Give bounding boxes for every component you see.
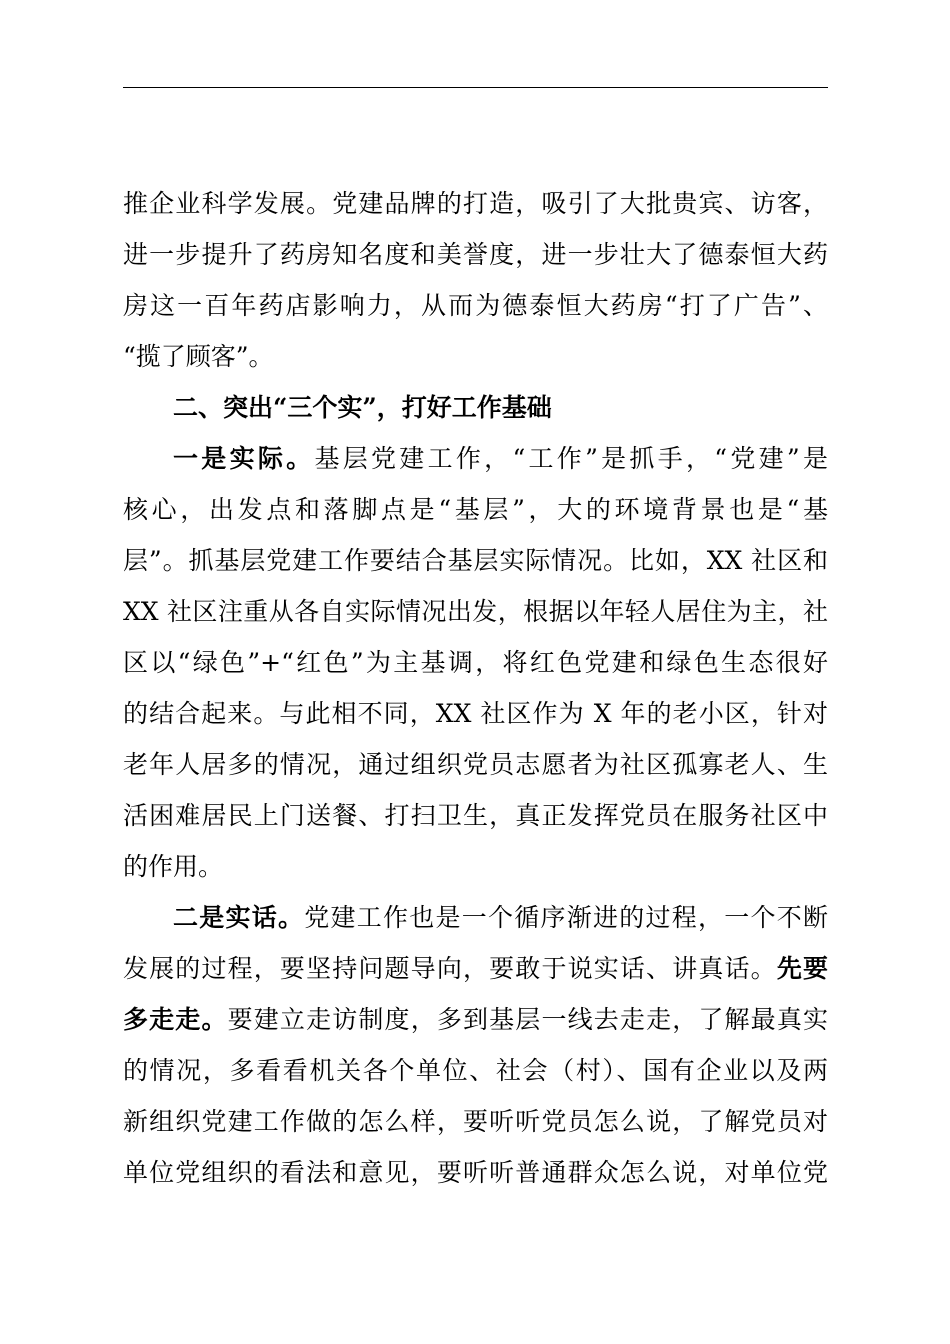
paragraph-line: 老年人居多的情况，通过组织党员志愿者为社区孤寡老人、生 xyxy=(123,750,828,779)
paragraph-line xyxy=(123,994,828,1045)
paragraph-line: 进一步提升了药房知名度和美誉度，进一步壮大了德泰恒大药 xyxy=(123,240,828,269)
paragraph-line: XX 社区注重从各自实际情况出发，根据以年轻人居住为主，社 xyxy=(123,597,828,626)
section-heading: 二、突出“三个实”，打好工作基础 xyxy=(173,393,552,422)
line-text: 发展的过程，要坚持问题导向，要敢于说实话、讲真话。 xyxy=(123,954,777,983)
document-body xyxy=(123,178,828,1198)
paragraph-line xyxy=(123,943,828,994)
paragraph-2 xyxy=(123,433,828,892)
paragraph-line: 区以“绿色”+“红色”为主基调，将红色党建和绿色生态很好 xyxy=(123,648,828,677)
paragraph-line: 房这一百年药店影响力，从而为德泰恒大药房“打了广告”、 xyxy=(123,291,828,320)
line-text: 要建立走访制度，多到基层一线去走走，了解最真实 xyxy=(227,1005,828,1034)
paragraph-line: 新组织党建工作做的怎么样，要听听党员怎么说，了解党员对 xyxy=(123,1107,828,1136)
paragraph-line: 推企业科学发展。党建品牌的打造，吸引了大批贵宾、访客， xyxy=(123,189,828,218)
paragraph-line: 的结合起来。与此相不同，XX 社区作为 X 年的老小区，针对 xyxy=(123,699,828,728)
line-text: 党建工作也是一个循序渐进的过程，一个不断 xyxy=(304,903,828,932)
lead-phrase: 二是实话。 xyxy=(173,903,305,932)
paragraph-line: 核心，出发点和落脚点是“基层”，大的环境背景也是“基 xyxy=(123,495,828,524)
paragraph-line xyxy=(123,892,828,943)
header-rule xyxy=(123,87,828,88)
paragraph-line: 的作用。 xyxy=(123,852,224,881)
paragraph-line: “揽了顾客”。 xyxy=(123,342,274,371)
paragraph-line: 的情况，多看看机关各个单位、社会（村）、国有企业以及两 xyxy=(123,1056,828,1085)
paragraph-1 xyxy=(123,178,828,382)
lead-phrase: 一是实际。 xyxy=(173,444,315,473)
bold-phrase: 先要 xyxy=(776,954,828,983)
line-text: 基层党建工作，“工作”是抓手，“党建”是 xyxy=(314,444,828,473)
paragraph-line: 层”。抓基层党建工作要结合基层实际情况。比如，XX 社区和 xyxy=(123,546,828,575)
paragraph-line: 活困难居民上门送餐、打扫卫生，真正发挥党员在服务社区中 xyxy=(123,801,828,830)
paragraph-line: 单位党组织的看法和意见，要听听普通群众怎么说，对单位党 xyxy=(123,1158,828,1187)
bold-phrase: 多走走。 xyxy=(123,1005,228,1034)
paragraph-line xyxy=(123,433,828,484)
paragraph-3 xyxy=(123,892,828,1198)
